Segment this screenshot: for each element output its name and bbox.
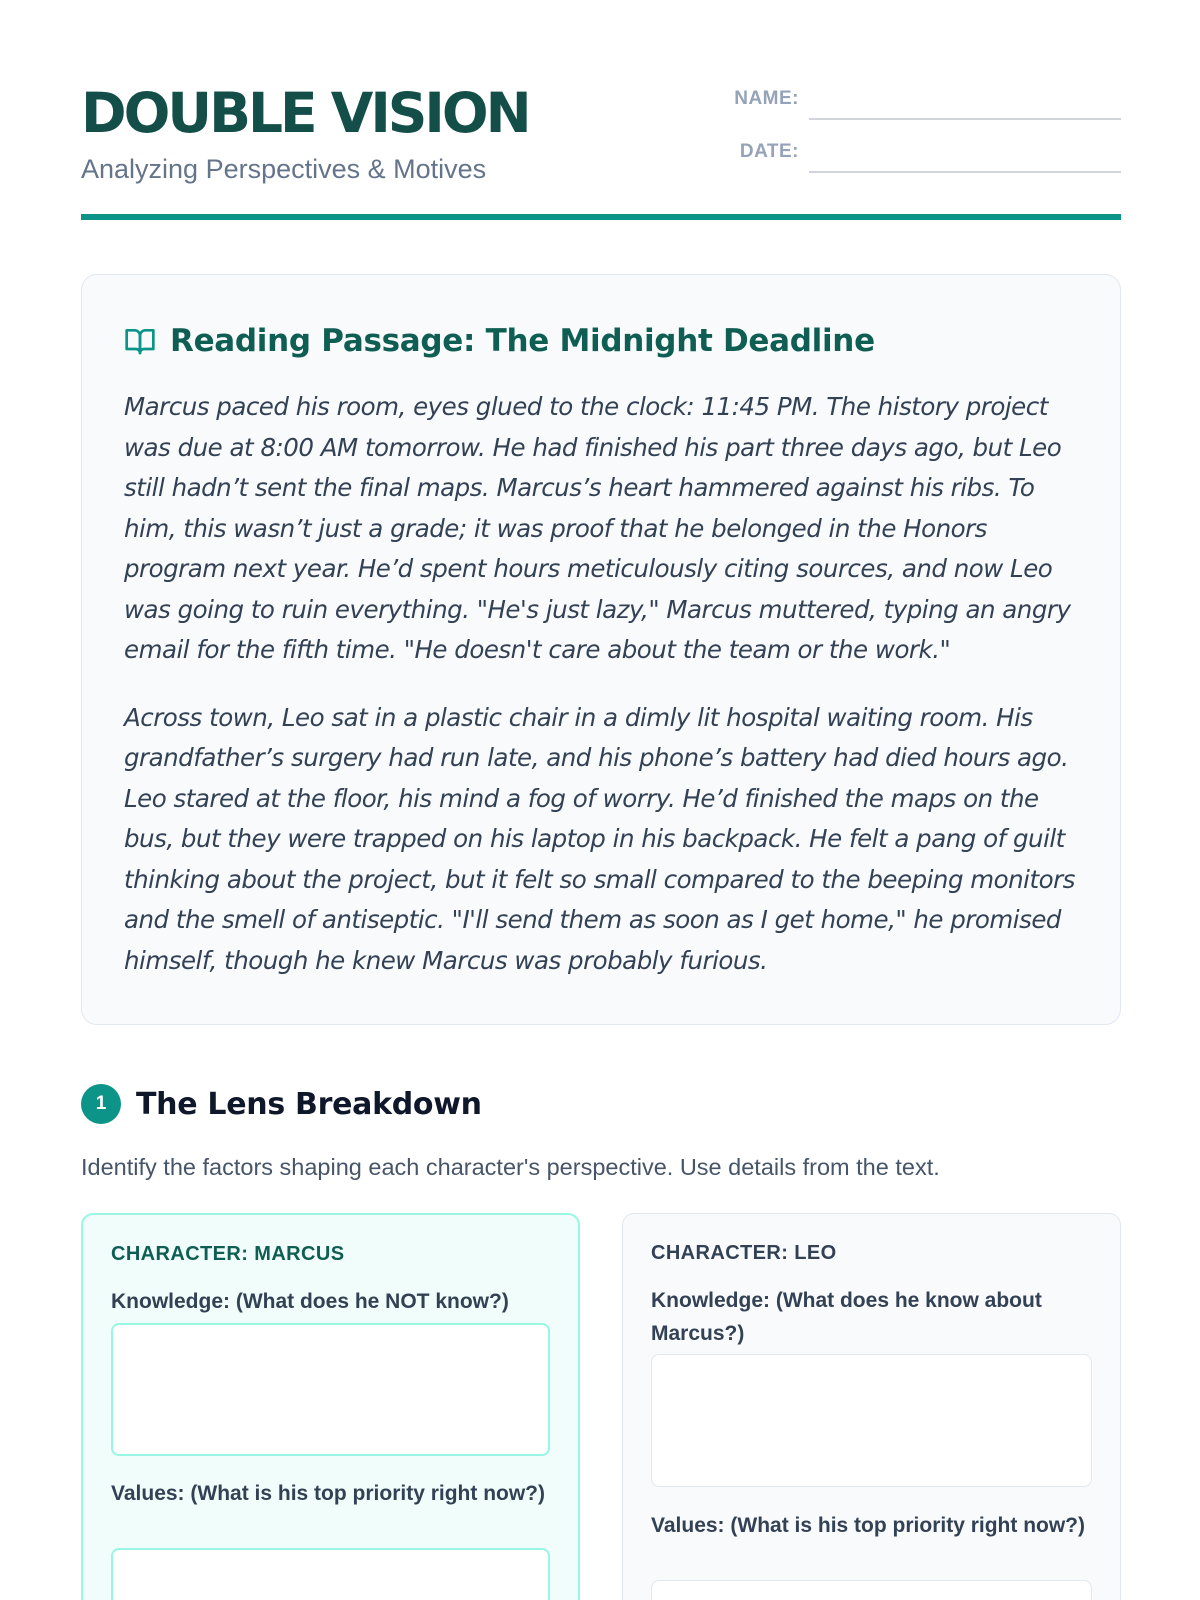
values-question: Values: (What is his top priority right now?) — [651, 1514, 1086, 1537]
name-label: NAME: — [734, 88, 799, 109]
passage-body — [124, 387, 1078, 1008]
section-title: The Lens Breakdown — [136, 1086, 482, 1122]
passage-title: Reading Passage: The Midnight Deadline — [170, 323, 875, 359]
knowledge-question: Knowledge: (What does he NOT know?) — [111, 1290, 509, 1313]
character-card-marcus — [81, 1213, 580, 1600]
header-divider — [81, 214, 1121, 220]
character-card-leo — [622, 1213, 1121, 1600]
knowledge-answer-box[interactable] — [111, 1323, 550, 1456]
values-answer-box[interactable] — [111, 1548, 550, 1600]
worksheet-title: DOUBLE VISION — [81, 81, 529, 145]
section-header — [81, 1083, 482, 1125]
passage-paragraph: Across town, Leo sat in a plastic chair in a dimly lit hospital waiting room. His grandfather’s surgery had run late, and his phone’s battery had died hours ago. Leo stared at the floor, his mind a fog of worry. He’d finished the maps on the bus, but they were trapped on his laptop in his backpack. He felt a pang of guilt thinking about the project, but it felt so small compared to the beeping monitors and the smell of antiseptic. "I'll send them as soon as I get home," he promised himself, though he knew Marcus was probably furious. — [124, 702, 1075, 975]
section-number-badge: 1 — [81, 1084, 121, 1124]
date-field[interactable] — [701, 133, 1121, 173]
worksheet-page — [81, 0, 1121, 1600]
character-label: CHARACTER: LEO — [651, 1242, 837, 1264]
reading-passage-card — [81, 274, 1121, 1025]
name-line[interactable] — [809, 118, 1121, 120]
worksheet-header — [81, 80, 1121, 220]
date-line[interactable] — [809, 171, 1121, 173]
values-answer-box[interactable] — [651, 1580, 1092, 1600]
worksheet-subtitle: Analyzing Perspectives & Motives — [81, 154, 487, 184]
book-open-icon — [124, 325, 156, 357]
values-question: Values: (What is his top priority right now?) — [111, 1482, 546, 1505]
date-label: DATE: — [739, 141, 799, 162]
passage-paragraph: Marcus paced his room, eyes glued to the clock: 11:45 PM. The history project was due at 8:00 AM tomorrow. He had finished his part three days ago, but Leo still hadn’t sent the final maps. Marcus’s heart hammered against his ribs. To him, this wasn’t just a grade; it was proof that he belonged in the Honors program next year. He’d spent hours meticulously citing sources, and now Leo was going to ruin everything. "He's just lazy," Marcus muttered, typing an angry email for the fifth time. "He doesn't care about the team or the work." — [124, 392, 1071, 664]
character-label: CHARACTER: MARCUS — [111, 1243, 345, 1265]
passage-header — [124, 319, 875, 363]
name-field[interactable] — [701, 80, 1121, 120]
section-description: Identify the factors shaping each character's perspective. Use details from the text. — [81, 1154, 940, 1180]
knowledge-question: Knowledge: (What does he know about Marcus?) — [651, 1289, 1042, 1345]
knowledge-answer-box[interactable] — [651, 1354, 1092, 1487]
